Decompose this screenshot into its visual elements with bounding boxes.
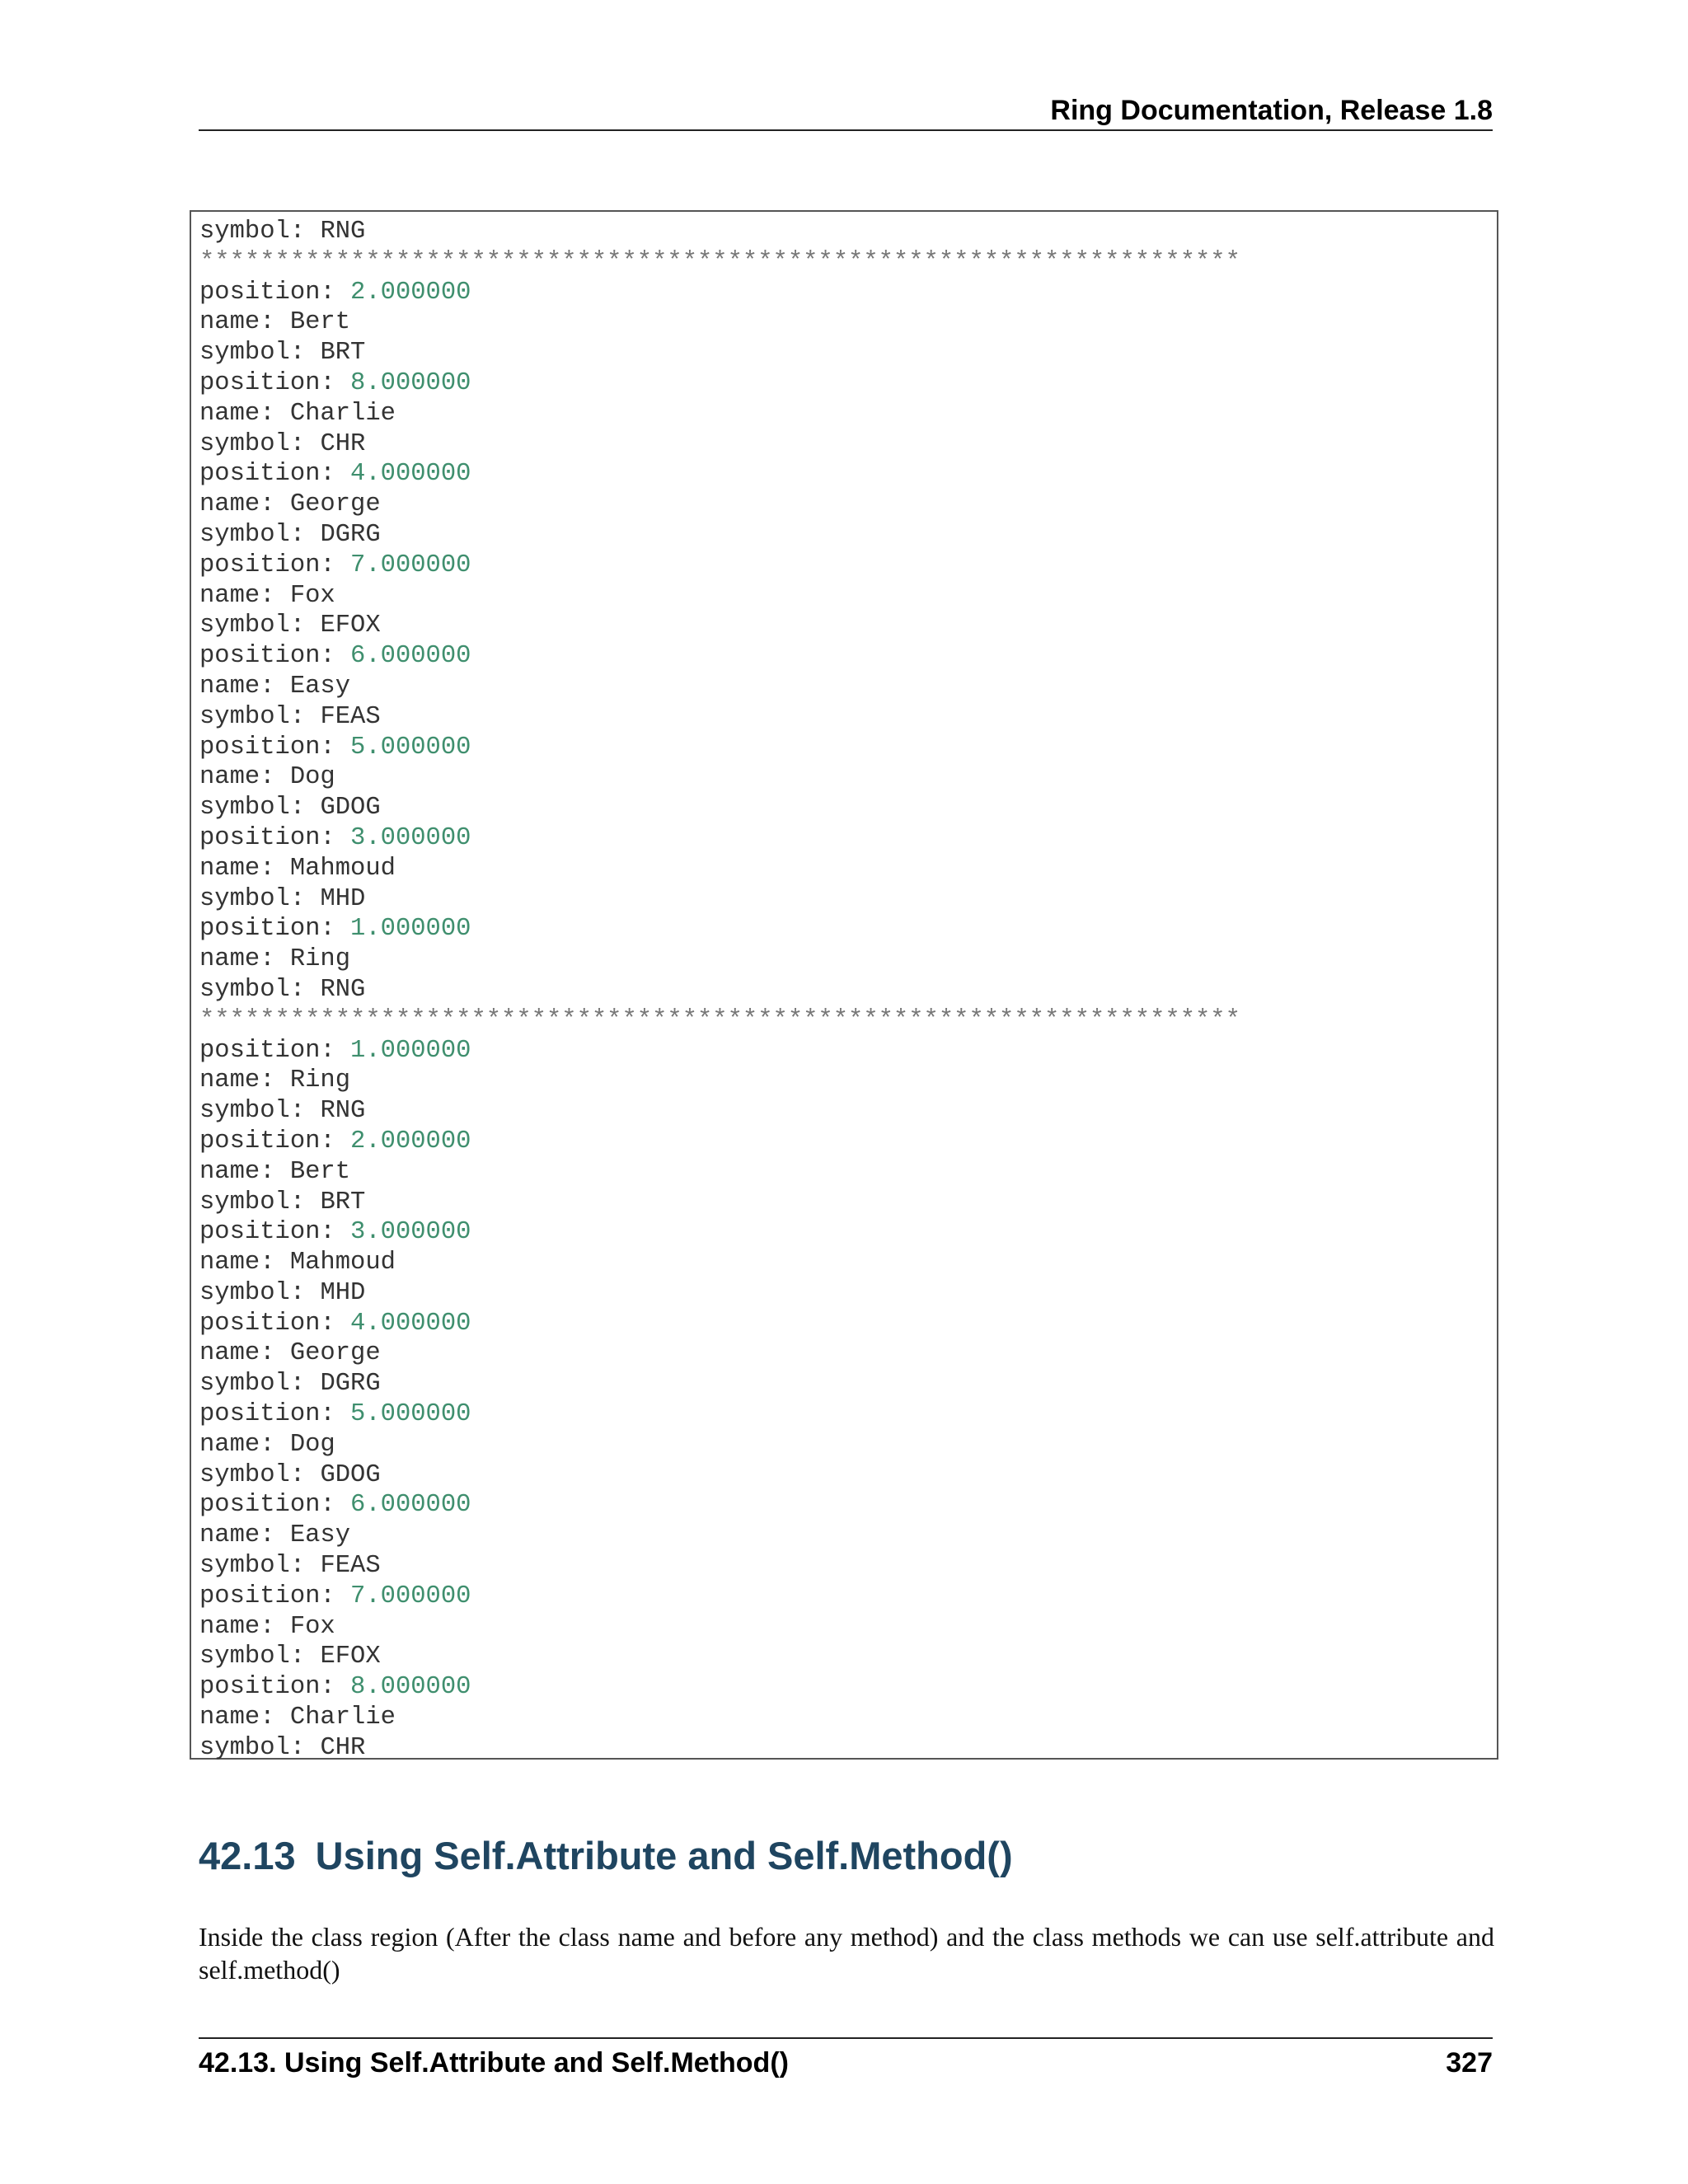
code-line [199, 914, 1240, 944]
code-line [199, 1733, 1240, 1764]
code-line [199, 1460, 1240, 1491]
code-value: Mahmoud [289, 854, 396, 883]
separator-stars: ********************************************************************* [199, 247, 1240, 276]
code-value: 3.000000 [350, 823, 471, 852]
code-value: BRT [320, 1188, 366, 1216]
code-line [199, 1703, 1240, 1733]
code-value: 1.000000 [350, 915, 471, 944]
code-key: symbol: [199, 218, 321, 246]
code-key: name: [199, 1704, 290, 1732]
section-heading [199, 1830, 1493, 1882]
code-line [199, 884, 1240, 915]
code-line [199, 551, 1240, 581]
code-value: BRT [320, 339, 366, 368]
code-line [199, 1278, 1240, 1309]
code-line [199, 1521, 1240, 1551]
code-value: 1.000000 [350, 1036, 471, 1065]
code-key: position: [199, 1218, 351, 1247]
code-key: symbol: [199, 1643, 321, 1671]
code-line [199, 1036, 1240, 1066]
code-line [199, 1399, 1240, 1430]
code-line [199, 307, 1240, 338]
code-value: CHR [320, 1733, 366, 1762]
code-key: position: [199, 460, 351, 489]
code-key: symbol: [199, 520, 321, 549]
code-block [190, 210, 1498, 1760]
section-number: 42.13 [199, 1834, 296, 1877]
code-value: George [289, 1339, 381, 1368]
code-key: symbol: [199, 1370, 321, 1399]
code-value: CHR [320, 429, 366, 458]
code-value: 4.000000 [350, 1309, 471, 1338]
code-value: RNG [320, 218, 366, 246]
code-value: Bert [289, 1157, 351, 1186]
running-header: Ring Documentation, Release 1.8 [1050, 95, 1493, 126]
code-line [199, 793, 1240, 823]
code-line [199, 975, 1240, 1005]
code-value: Bert [289, 308, 351, 337]
code-key: name: [199, 308, 290, 337]
code-key: name: [199, 854, 290, 883]
code-key: name: [199, 490, 290, 519]
code-key: name: [199, 945, 290, 974]
code-value: Charlie [289, 399, 396, 428]
code-line [199, 429, 1240, 460]
code-line [199, 1096, 1240, 1127]
page-footer [199, 2042, 1493, 2083]
code-line [199, 581, 1240, 612]
code-value: 2.000000 [350, 1127, 471, 1155]
code-key: name: [199, 1066, 290, 1095]
code-line [199, 399, 1240, 429]
code-value: MHD [320, 884, 366, 913]
code-line [199, 1551, 1240, 1582]
code-key: position: [199, 642, 351, 671]
code-value: FEAS [320, 702, 381, 731]
code-key: position: [199, 1400, 351, 1429]
code-key: name: [199, 399, 290, 428]
code-line [199, 1005, 1240, 1036]
code-line [199, 1248, 1240, 1278]
code-key: position: [199, 1673, 351, 1702]
footer-section-ref: 42.13. Using Self.Attribute and Self.Method() [199, 2047, 789, 2079]
code-value: 8.000000 [350, 1673, 471, 1702]
code-key: name: [199, 1521, 290, 1550]
code-line [199, 520, 1240, 551]
code-line [199, 1672, 1240, 1703]
code-value: RNG [320, 975, 366, 1004]
code-value: MHD [320, 1278, 366, 1307]
code-line [199, 1338, 1240, 1369]
code-value: 7.000000 [350, 1582, 471, 1610]
code-key: symbol: [199, 1097, 321, 1126]
code-key: position: [199, 1127, 351, 1155]
code-key: symbol: [199, 1552, 321, 1581]
code-value: FEAS [320, 1552, 381, 1581]
code-value: Ring [289, 945, 351, 974]
code-line [199, 702, 1240, 733]
code-line [199, 247, 1240, 278]
code-key: name: [199, 1157, 290, 1186]
code-line [199, 823, 1240, 854]
code-line [199, 1309, 1240, 1339]
code-key: name: [199, 763, 290, 792]
separator-stars: ********************************************************************* [199, 1005, 1240, 1034]
code-key: position: [199, 823, 351, 852]
code-lines [199, 217, 1240, 1764]
code-line [199, 944, 1240, 975]
code-value: 5.000000 [350, 733, 471, 762]
code-line [199, 1188, 1240, 1218]
code-line [199, 1157, 1240, 1188]
code-key: position: [199, 915, 351, 944]
code-value: 8.000000 [350, 368, 471, 397]
code-key: symbol: [199, 429, 321, 458]
code-key: symbol: [199, 1278, 321, 1307]
code-value: 3.000000 [350, 1218, 471, 1247]
footer-divider [199, 2037, 1493, 2039]
code-value: 6.000000 [350, 1491, 471, 1520]
code-line [199, 490, 1240, 520]
code-line [199, 338, 1240, 368]
code-line [199, 217, 1240, 247]
code-value: George [289, 490, 381, 519]
code-key: symbol: [199, 702, 321, 731]
code-value: EFOX [320, 1643, 381, 1671]
code-value: 5.000000 [350, 1400, 471, 1429]
section-title-text: Using Self.Attribute and Self.Method() [315, 1834, 1013, 1877]
code-value: Dog [289, 763, 335, 792]
code-line [199, 1127, 1240, 1157]
code-line [199, 1369, 1240, 1399]
code-line [199, 1490, 1240, 1521]
code-line [199, 1642, 1240, 1672]
code-key: symbol: [199, 1188, 321, 1216]
code-value: EFOX [320, 612, 381, 640]
code-key: position: [199, 278, 351, 307]
body-paragraph: Inside the class region (After the class name and before any method) and the class methods we can use self.attribute and self.method() [199, 1922, 1494, 1985]
code-key: position: [199, 551, 351, 579]
code-key: symbol: [199, 1733, 321, 1762]
code-value: 7.000000 [350, 551, 471, 579]
code-line [199, 854, 1240, 884]
code-value: RNG [320, 1097, 366, 1126]
code-key: symbol: [199, 884, 321, 913]
code-line [199, 641, 1240, 672]
code-key: name: [199, 1612, 290, 1641]
code-line [199, 459, 1240, 490]
code-key: name: [199, 1430, 290, 1459]
code-line [199, 733, 1240, 763]
code-line [199, 1582, 1240, 1612]
code-line [199, 1066, 1240, 1096]
code-line [199, 762, 1240, 793]
code-key: name: [199, 1249, 290, 1277]
code-key: position: [199, 733, 351, 762]
code-line [199, 368, 1240, 399]
header-divider [199, 129, 1493, 131]
code-key: symbol: [199, 339, 321, 368]
code-key: position: [199, 368, 351, 397]
code-key: position: [199, 1036, 351, 1065]
code-key: position: [199, 1491, 351, 1520]
code-value: DGRG [320, 1370, 381, 1399]
code-key: symbol: [199, 975, 321, 1004]
code-line [199, 611, 1240, 641]
code-value: Mahmoud [289, 1249, 396, 1277]
code-key: name: [199, 1339, 290, 1368]
code-value: 2.000000 [350, 278, 471, 307]
code-key: position: [199, 1582, 351, 1610]
code-key: name: [199, 672, 290, 701]
code-value: GDOG [320, 794, 381, 823]
code-line [199, 1612, 1240, 1643]
code-line [199, 1217, 1240, 1248]
page-number: 327 [1446, 2047, 1493, 2079]
code-value: Ring [289, 1066, 351, 1095]
code-line [199, 278, 1240, 308]
code-value: Dog [289, 1430, 335, 1459]
code-key: symbol: [199, 794, 321, 823]
code-key: symbol: [199, 612, 321, 640]
code-value: 4.000000 [350, 460, 471, 489]
code-value: Fox [289, 581, 335, 610]
code-key: name: [199, 581, 290, 610]
code-value: Easy [289, 672, 351, 701]
code-key: position: [199, 1309, 351, 1338]
code-value: 6.000000 [350, 642, 471, 671]
code-line [199, 1430, 1240, 1460]
code-value: Fox [289, 1612, 335, 1641]
code-value: GDOG [320, 1460, 381, 1489]
code-line [199, 672, 1240, 702]
code-value: DGRG [320, 520, 381, 549]
code-value: Easy [289, 1521, 351, 1550]
code-value: Charlie [289, 1704, 396, 1732]
code-key: symbol: [199, 1460, 321, 1489]
